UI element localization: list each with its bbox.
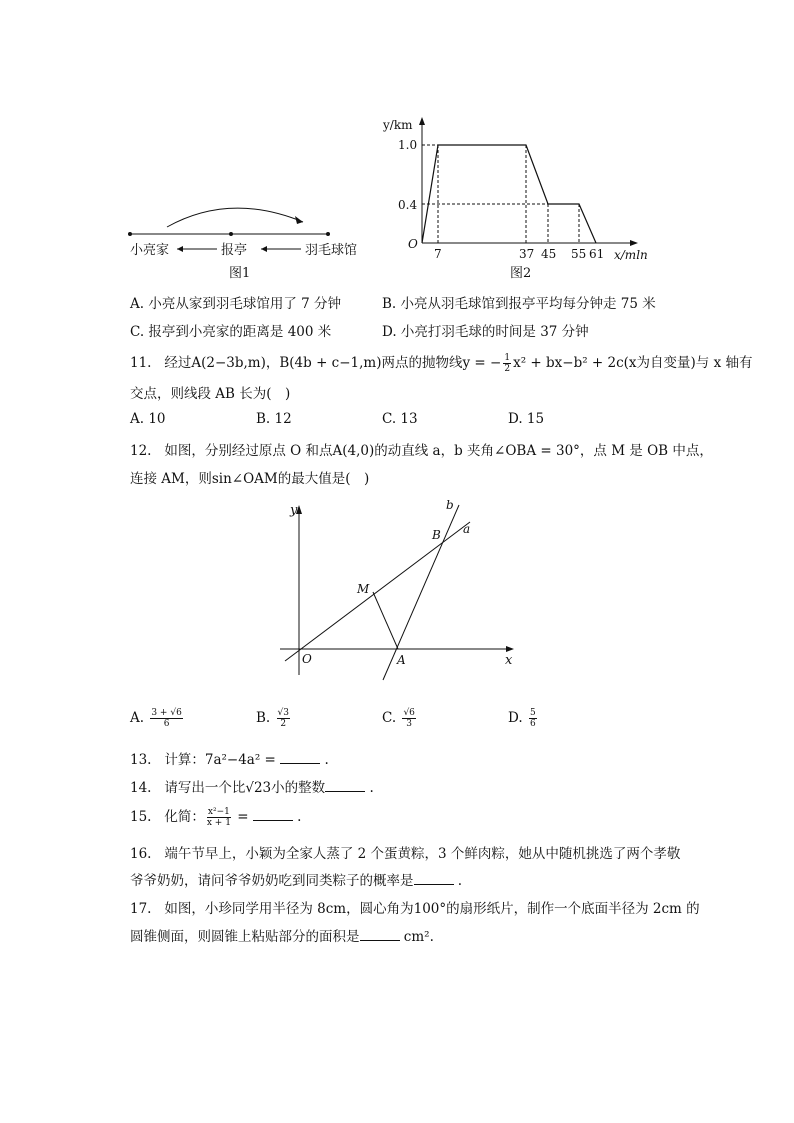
q11-option-d: D. 15 (508, 411, 545, 427)
segment-MA (373, 592, 398, 649)
label-a: a (463, 522, 471, 536)
q10-option-c: C. 报亭到小亮家的距离是 400 米 (130, 324, 332, 340)
figure-1 (125, 200, 375, 285)
figure-2 (380, 112, 670, 284)
point-home (128, 232, 132, 236)
q10-option-a: A. 小亮从家到羽毛球馆用了 7 分钟 (130, 296, 342, 312)
label-M: M (357, 582, 370, 596)
q11-option-b: B. 12 (256, 411, 292, 427)
q10-option-b: B. 小亮从羽毛球馆到报亭平均每分钟走 75 米 (382, 296, 656, 312)
x-tick-55: 55 (571, 247, 587, 261)
x-tick-61: 61 (589, 247, 605, 261)
q10-option-d: D. 小亮打羽毛球的时间是 37 分钟 (382, 324, 589, 340)
label-O: O (302, 652, 312, 666)
q11-line-2: 交点，则线段 AB 长为( ) (130, 386, 291, 402)
label-x: x (505, 653, 513, 668)
point-kiosk (229, 232, 233, 236)
label-b: b (446, 498, 454, 512)
label-kiosk: 报亭 (221, 243, 248, 258)
caption-fig2: 图2 (510, 266, 532, 281)
answer-blank (325, 779, 365, 792)
q13: 13. 计算：7a²−4a² = . (130, 752, 329, 768)
line-b (383, 505, 459, 680)
point-gym (326, 232, 330, 236)
q17-line-2: 圆锥侧面，则圆锥上粘贴部分的面积是 cm². (130, 929, 434, 945)
q11-option-a: A. 10 (130, 411, 166, 427)
x-tick-37: 37 (519, 247, 535, 261)
label-gym: 羽毛球馆 (305, 243, 358, 258)
distance-line (422, 145, 596, 243)
x-tick-7: 7 (434, 247, 442, 261)
arc-arrowhead (295, 216, 303, 224)
answer-blank (414, 872, 454, 885)
arc-arrow (167, 208, 303, 227)
q12-option-b: B. $\frac{√3}{2}$ (256, 708, 289, 729)
x-tick-45: 45 (541, 247, 557, 261)
answer-blank (280, 751, 320, 764)
label-y: y (290, 503, 298, 518)
q14: 14. 请写出一个比√23小的整数 . (130, 780, 374, 796)
y-axis-label: y/km (383, 118, 413, 132)
q12-line-1: 12. 如图，分别经过原点 O 和点A(4,0)的动直线 a，b 夹角∠OBA = 30°，点 M 是 OB 中点， (130, 443, 713, 459)
label-A: A (397, 653, 406, 667)
q16-line-2: 爷爷奶奶，请问爷爷奶奶吃到同类粽子的概率是 . (130, 873, 463, 889)
y-tick-1: 1.0 (398, 138, 418, 152)
q12-option-c: C. $\frac{√6}{3}$ (382, 708, 415, 729)
q12-option-d: D. $\frac{5}{6}$ (508, 708, 536, 729)
caption-fig1: 图1 (229, 266, 251, 281)
origin-label: O (408, 237, 418, 251)
q15: 15. 化简： $\frac{\text{x²−1}}{x + 1}$ = . (130, 807, 302, 828)
q11-line-1: 11. 经过A(2−3b,m)，B(4b + c−1,m)两点的抛物线y = − $\frac{1}{2}$ x² + bx−b² + 2c(x为自变量)与 x 轴有 (130, 353, 753, 374)
q12-option-a: A. $\frac{3 + √6}{6}$ (130, 708, 182, 729)
q17-line-1: 17. 如图，小珍同学用半径为 8cm，圆心角为100°的扇形纸片，制作一个底面半径为 2cm 的 (130, 901, 700, 917)
q12-line-2: 连接 AM，则sin∠OAM的最大值是( ) (130, 471, 370, 487)
x-axis-label: x/mln (614, 248, 648, 262)
y-tick-2: 0.4 (398, 198, 418, 212)
q11-option-c: C. 13 (382, 411, 418, 427)
label-home: 小亮家 (130, 243, 170, 258)
q16-line-1: 16. 端午节早上，小颖为全家人蒸了 2 个蛋黄粽，3 个鲜肉粽，她从中随机挑选了两个孝敬 (130, 846, 681, 862)
answer-blank (253, 808, 293, 821)
figure-q12 (270, 490, 530, 690)
label-B: B (432, 528, 441, 542)
answer-blank (360, 928, 400, 941)
